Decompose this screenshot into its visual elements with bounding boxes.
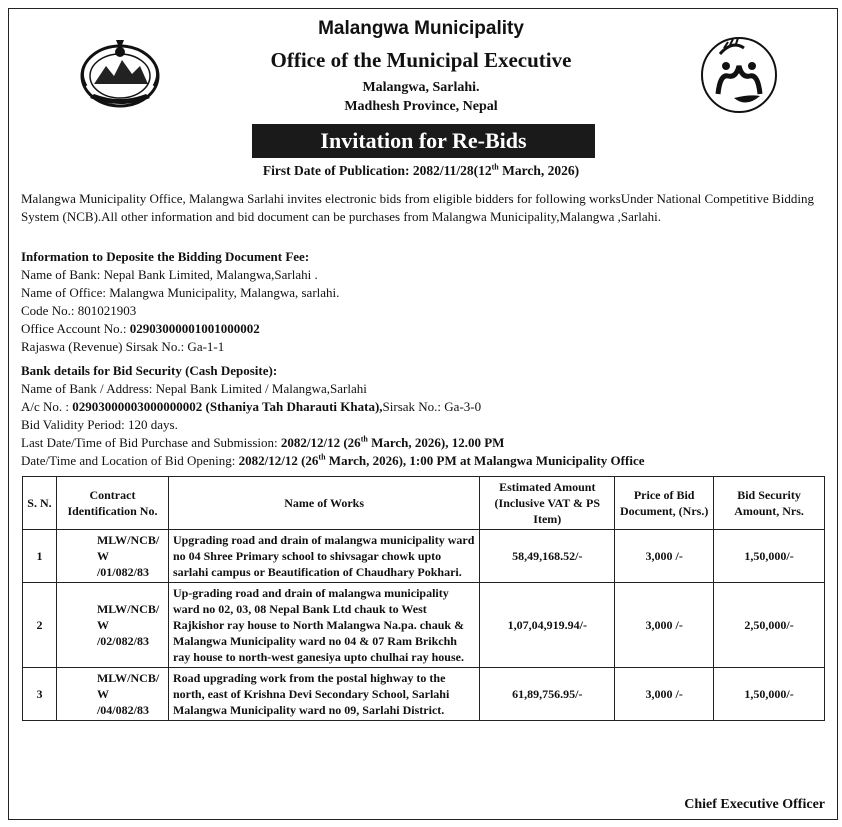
cell-security: 1,50,000/- [714, 668, 825, 721]
cell-sn: 1 [23, 530, 57, 583]
table-header-row [23, 477, 825, 530]
security-heading: Bank details for Bid Security (Cash Deposite): [21, 363, 278, 378]
bid-opening: Date/Time and Location of Bid Opening: 2082/12/12 (26th March, 2026), 1:00 PM at Malangwa Municipality Office [21, 452, 645, 468]
fee-bank-name: Name of Bank: Nepal Bank Limited, Malangwa,Sarlahi . [21, 267, 318, 282]
bid-purchase-deadline: Last Date/Time of Bid Purchase and Submission: 2082/12/12 (26th March, 2026), 12.00 PM [21, 434, 505, 450]
fee-rajaswa: Rajaswa (Revenue) Sirsak No.: Ga-1-1 [21, 339, 225, 354]
address-line-1: Malangwa, Sarlahi. [362, 80, 480, 95]
col-price-header: Price of Bid Document, (Nrs.) [615, 477, 714, 530]
cell-amount: 61,89,756.95/- [480, 668, 615, 721]
municipality-name: Malangwa Municipality [318, 18, 524, 39]
bid-validity: Bid Validity Period: 120 days. [21, 417, 178, 432]
signatory-title: Chief Executive Officer [684, 797, 825, 812]
works-table [22, 476, 825, 721]
cell-work: Upgrading road and drain of malangwa municipality ward no 04 Shree Primary school to shivsagar chowk upto sarlahi campus or Beautification of Chaudhary Pokhari. [168, 530, 479, 583]
cell-work: Up-grading road and drain of malangwa municipality ward no 02, 03, 08 Nepal Bank Ltd chauk to West Rajkishor ray house to North Malangwa Na.pa. chauk & Malangwa Municipality ward no 04 & 07 Ram Brikchh ray house to north-west ganesiya upto chulhai ray house. [168, 583, 479, 668]
cell-cid: MLW/NCB/ W /04/082/83 [56, 668, 168, 721]
intro-paragraph: Malangwa Municipality Office, Malangwa Sarlahi invites electronic bids from eligible bidders for following worksUnder National Competitive Bidding System (NCB).All other information and bid document can be purchases from Malangwa Municipality,Malangwa ,Sarlahi. [21, 191, 814, 224]
fee-account: Office Account No.: 02903000001001000002 [21, 321, 260, 336]
cell-amount: 1,07,04,919.94/- [480, 583, 615, 668]
cell-security: 2,50,000/- [714, 583, 825, 668]
security-bank: Name of Bank / Address: Nepal Bank Limited / Malangwa,Sarlahi [21, 381, 367, 396]
fee-info-heading: Information to Deposite the Bidding Document Fee: [21, 249, 310, 264]
table-row [23, 530, 825, 583]
publication-date: First Date of Publication: 2082/11/28(12th March, 2026) [262, 162, 580, 178]
cell-work: Road upgrading work from the postal highway to the north, east of Krishna Devi Secondary School, Sarlahi Malangwa Municipality ward no 09, Sarlahi District. [168, 668, 479, 721]
fee-office-name: Name of Office: Malangwa Municipality, Malangwa, sarlahi. [21, 285, 340, 300]
security-account: A/c No. : 02903000003000000002 (Sthaniya Tah Dharauti Khata),Sirsak No.: Ga-3-0 [21, 399, 482, 414]
cell-cid: MLW/NCB/ W /02/082/83 [56, 583, 168, 668]
col-security-header: Bid Security Amount, Nrs. [714, 477, 825, 530]
notice-title-banner: Invitation for Re-Bids [252, 124, 595, 158]
address-line-2: Madhesh Province, Nepal [344, 99, 498, 114]
cell-sn: 2 [23, 583, 57, 668]
cell-sn: 3 [23, 668, 57, 721]
cell-price: 3,000 /- [615, 583, 714, 668]
cell-price: 3,000 /- [615, 530, 714, 583]
col-sn-header: S. N. [23, 477, 57, 530]
col-work-header: Name of Works [168, 477, 479, 530]
cell-cid: MLW/NCB/ W /01/082/83 [56, 530, 168, 583]
cell-security: 1,50,000/- [714, 530, 825, 583]
table-row [23, 668, 825, 721]
fee-code: Code No.: 801021903 [21, 303, 137, 318]
col-amount-header: Estimated Amount (Inclusive VAT & PS Item) [480, 477, 615, 530]
col-cid-header: Contract Identification No. [56, 477, 168, 530]
office-name: Office of the Municipal Executive [270, 48, 572, 72]
cell-price: 3,000 /- [615, 668, 714, 721]
table-row [23, 583, 825, 668]
cell-amount: 58,49,168.52/- [480, 530, 615, 583]
